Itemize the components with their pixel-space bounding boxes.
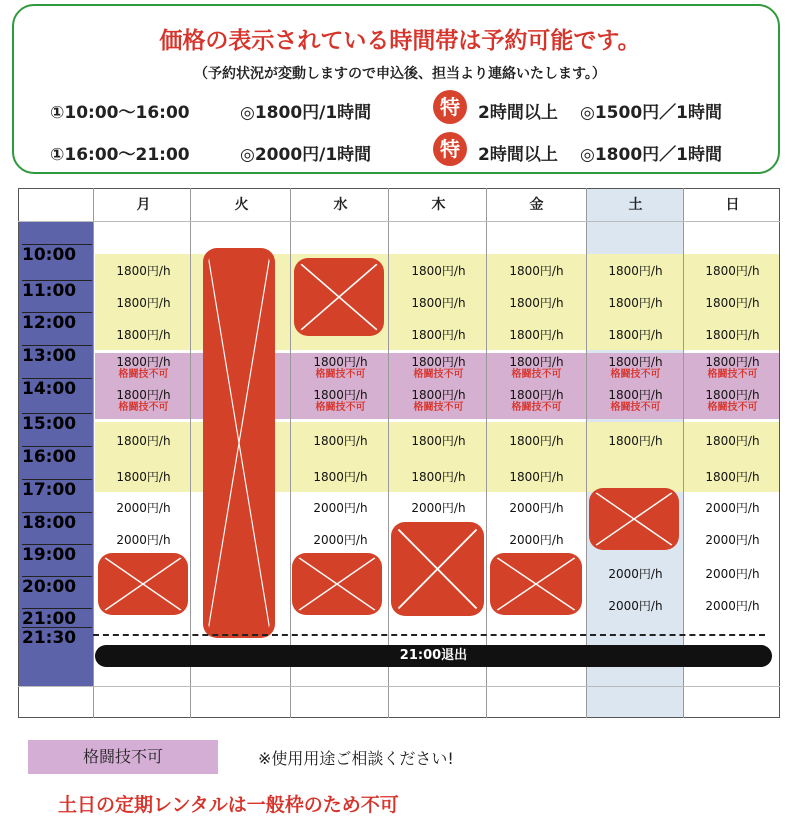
time-label: 21:00 <box>22 608 92 629</box>
slot-price: 1800円/h <box>705 355 760 369</box>
slot-cell[interactable]: 2000円/h <box>608 599 663 613</box>
slot-cell[interactable]: 2000円/h <box>608 567 663 581</box>
closing-time-line <box>93 634 765 636</box>
usage-note: ※使用用途ご相談ください! <box>258 749 454 768</box>
slot-cell-no-martial-arts[interactable] <box>390 356 487 380</box>
slot-price: 1800円/h <box>509 355 564 369</box>
booked-slot-icon <box>292 553 382 615</box>
day-header-thu: 木 <box>431 197 446 213</box>
slot-cell[interactable]: 1800円/h <box>509 470 564 484</box>
slot-cell[interactable]: 2000円/h <box>116 533 171 547</box>
slot-price: 1800円/h <box>411 388 466 402</box>
price-row-1-price: ◎1800円/1時間 <box>240 103 372 123</box>
time-label: 14:00 <box>22 378 92 399</box>
day-header-sun: 日 <box>725 197 740 213</box>
time-label: 11:00 <box>22 280 92 301</box>
slot-restriction: 格闘技不可 <box>413 402 464 413</box>
slot-restriction: 格闘技不可 <box>315 369 366 380</box>
slot-price: 1800円/h <box>608 355 663 369</box>
slot-restriction: 格闘技不可 <box>118 402 169 413</box>
price-row-2-special: ◎1800円／1時間 <box>580 145 722 165</box>
slot-restriction: 格闘技不可 <box>707 369 758 380</box>
day-header-tue: 火 <box>234 197 249 213</box>
slot-cell-no-martial-arts[interactable] <box>390 389 487 413</box>
slot-cell[interactable]: 1800円/h <box>608 296 663 310</box>
slot-cell[interactable]: 1800円/h <box>509 296 564 310</box>
slot-cell[interactable]: 2000円/h <box>705 533 760 547</box>
weekend-rule: 土日の定期レンタルは一般枠のため不可 <box>58 794 399 816</box>
slot-cell-no-martial-arts[interactable] <box>292 356 389 380</box>
slot-cell-no-martial-arts[interactable] <box>488 389 585 413</box>
slot-cell-no-martial-arts[interactable] <box>292 389 389 413</box>
slot-cell[interactable]: 2000円/h <box>313 533 368 547</box>
slot-cell[interactable]: 1800円/h <box>705 328 760 342</box>
slot-cell[interactable]: 2000円/h <box>705 501 760 515</box>
slot-restriction: 格闘技不可 <box>511 369 562 380</box>
slot-restriction: 格闘技不可 <box>610 402 661 413</box>
slot-cell[interactable]: 1800円/h <box>608 434 663 448</box>
slot-restriction: 格闘技不可 <box>413 369 464 380</box>
slot-cell[interactable]: 1800円/h <box>411 264 466 278</box>
slot-cell[interactable]: 1800円/h <box>705 470 760 484</box>
slot-restriction: 格闘技不可 <box>118 369 169 380</box>
slot-cell-no-martial-arts[interactable] <box>95 389 192 413</box>
slot-restriction: 格闘技不可 <box>610 369 661 380</box>
slot-cell[interactable]: 1800円/h <box>411 470 466 484</box>
slot-cell-no-martial-arts[interactable] <box>488 356 585 380</box>
slot-cell[interactable]: 1800円/h <box>116 328 171 342</box>
slot-cell[interactable]: 1800円/h <box>116 296 171 310</box>
price-row-2-price: ◎2000円/1時間 <box>240 145 372 165</box>
day-header-mon: 月 <box>136 197 151 213</box>
slot-cell-no-martial-arts[interactable] <box>587 356 684 380</box>
slot-cell[interactable]: 1800円/h <box>313 470 368 484</box>
price-row-1-condition: 2時間以上 <box>478 103 558 123</box>
legend-no-martial-arts: 格闘技不可 <box>28 740 218 774</box>
slot-price: 1800円/h <box>705 388 760 402</box>
special-badge-icon: 特 <box>433 132 467 166</box>
day-header-fri: 金 <box>529 197 544 213</box>
exit-time-bar: 21:00退出 <box>95 645 772 667</box>
booked-slot-icon <box>203 248 275 638</box>
slot-cell[interactable]: 2000円/h <box>313 501 368 515</box>
time-label: 21:30 <box>22 627 92 648</box>
slot-cell[interactable]: 1800円/h <box>608 264 663 278</box>
slot-cell[interactable]: 1800円/h <box>705 296 760 310</box>
time-label: 18:00 <box>22 512 92 533</box>
slot-cell[interactable]: 2000円/h <box>705 599 760 613</box>
booked-slot-icon <box>98 553 188 615</box>
booked-slot-icon <box>589 488 679 550</box>
slot-cell[interactable]: 1800円/h <box>705 264 760 278</box>
time-label: 17:00 <box>22 479 92 500</box>
slot-cell-no-martial-arts[interactable] <box>587 389 684 413</box>
time-label: 19:00 <box>22 544 92 565</box>
day-header-wed: 水 <box>333 197 348 213</box>
slot-price: 1800円/h <box>116 388 171 402</box>
time-label: 13:00 <box>22 345 92 366</box>
slot-cell[interactable]: 2000円/h <box>411 501 466 515</box>
booked-slot-icon <box>391 522 484 616</box>
slot-cell[interactable]: 1800円/h <box>411 328 466 342</box>
slot-cell[interactable]: 2000円/h <box>509 501 564 515</box>
slot-cell-no-martial-arts[interactable] <box>684 356 781 380</box>
slot-cell[interactable]: 2000円/h <box>705 567 760 581</box>
price-row-2-condition: 2時間以上 <box>478 145 558 165</box>
page-subtitle: （予約状況が変動しますので申込後、担当より連絡いたします。） <box>194 66 606 82</box>
booked-slot-icon <box>490 553 582 615</box>
slot-cell[interactable]: 2000円/h <box>116 501 171 515</box>
time-label: 10:00 <box>22 244 92 265</box>
time-label: 15:00 <box>22 413 92 434</box>
slot-cell[interactable]: 1800円/h <box>411 434 466 448</box>
special-badge-icon: 特 <box>433 90 467 124</box>
slot-restriction: 格闘技不可 <box>707 402 758 413</box>
slot-restriction: 格闘技不可 <box>315 402 366 413</box>
slot-price: 1800円/h <box>608 388 663 402</box>
slot-price: 1800円/h <box>116 355 171 369</box>
slot-cell-no-martial-arts[interactable] <box>95 356 192 380</box>
booked-slot-icon <box>294 258 384 336</box>
slot-cell[interactable]: 1800円/h <box>411 296 466 310</box>
slot-cell[interactable]: 1800円/h <box>116 434 171 448</box>
slot-cell[interactable]: 1800円/h <box>116 264 171 278</box>
slot-cell[interactable]: 1800円/h <box>116 470 171 484</box>
slot-cell[interactable]: 1800円/h <box>509 264 564 278</box>
day-header-sat: 土 <box>628 197 643 213</box>
price-row-2-time: ①16:00～21:00 <box>50 145 190 165</box>
slot-cell[interactable]: 2000円/h <box>509 533 564 547</box>
slot-price: 1800円/h <box>313 388 368 402</box>
slot-restriction: 格闘技不可 <box>511 402 562 413</box>
price-row-1-special: ◎1500円／1時間 <box>580 103 722 123</box>
time-label: 12:00 <box>22 312 92 333</box>
time-label: 16:00 <box>22 446 92 467</box>
slot-cell[interactable]: 1800円/h <box>705 434 760 448</box>
slot-cell[interactable]: 1800円/h <box>313 434 368 448</box>
page-title: 価格の表示されている時間帯は予約可能です。 <box>159 28 641 54</box>
slot-price: 1800円/h <box>509 388 564 402</box>
time-label: 20:00 <box>22 576 92 597</box>
slot-price: 1800円/h <box>313 355 368 369</box>
slot-price: 1800円/h <box>411 355 466 369</box>
price-row-1-time: ①10:00～16:00 <box>50 103 190 123</box>
slot-cell[interactable]: 1800円/h <box>608 328 663 342</box>
slot-cell[interactable]: 1800円/h <box>509 328 564 342</box>
slot-cell-no-martial-arts[interactable] <box>684 389 781 413</box>
slot-cell[interactable]: 1800円/h <box>509 434 564 448</box>
